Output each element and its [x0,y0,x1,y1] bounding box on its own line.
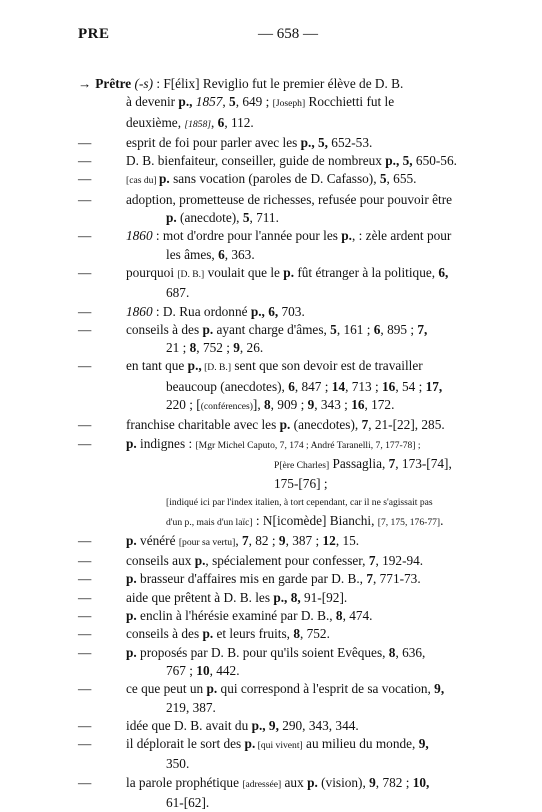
list-item: — esprit de foi pour parler avec les p., 5, 652-53. [78,134,373,150]
list-item: — aide que prêtent à D. B. les p., 8, 91-[92]. [78,589,348,605]
running-head: PRE [78,26,110,42]
list-item: — p. vénéré [pour sa vertu], 7, 82 ; 9, 387 ; 12, 15. [78,532,360,548]
list-item: — ce que peut un p. qui correspond à l'esprit de sa vocation, 9, 219, 387. [78,681,445,715]
list-item: — la parole prophétique [adressée] aux p. (vision), 9, 782 ; 10, 61-[62]. [78,774,430,810]
list-item: — D. B. bienfaiteur, conseiller, guide de nombreux p., 5, 650-56. [78,153,457,169]
list-item: — 1860 : D. Rua ordonné p., 6, 703. [78,303,305,319]
list-item: — p. brasseur d'affaires mis en garde par D. B., 7, 771-73. [78,571,421,587]
list-item: — en tant que p., [D. B.] sent que son devoir est de travailler beaucoup (anecdotes), 6, 847 ; 14, 713 ; 16, 54 ; 17, 220 ; [(conférences)], 8, 909 ; 9, 343 ; 16, 172. [78,358,443,413]
list-item: — [cas du] p. sans vocation (paroles de D. Cafasso), 5, 655. [78,171,417,187]
index-entries [78,75,468,812]
list-item: — 1860 : mot d'ordre pour l'année pour les p., : zèle ardent pour les âmes, 6, 363. [78,228,452,262]
list-item: — idée que D. B. avait du p., 9, 290, 343, 344. [78,717,359,733]
list-item: — conseils à des p. et leurs fruits, 8, 752. [78,626,330,642]
list-item: — p. enclin à l'hérésie examiné par D. B., 8, 474. [78,608,373,624]
arrow-icon: → [78,76,92,91]
list-item: — p. proposés par D. B. pour qu'ils soient Evêques, 8, 636, 767 ; 10, 442. [78,644,426,678]
list-item: — conseils aux p., spécialement pour confesser, 7, 192-94. [78,553,424,569]
list-item: — franchise charitable avec les p. (anecdotes), 7, 21-[22], 285. [78,417,445,433]
list-item: — pourquoi [D. B.] voulait que le p. fût étranger à la politique, 6, 687. [78,264,449,301]
page-number: — 658 — [258,26,318,42]
list-item: — adoption, prometteuse de richesses, refusée pour pouvoir être p. (anecdote), 5, 711. [78,191,453,226]
page-header [78,26,468,46]
list-item: — conseils à des p. ayant charge d'âmes, 5, 161 ; 6, 895 ; 7, 21 ; 8, 752 ; 9, 26. [78,321,428,356]
list-item: — il déplorait le sort des p. [qui vivent] au milieu du monde, 9, 350. [78,736,429,772]
list-item: — p. indignes : [Mgr Michel Caputo, 7, 174 ; André Taranelli, 7, 177-78] ; P[ère Charles] Passaglia, 7, 173-[74], 175-[76] ; [indiqué ici par l'index italien, à tort cependant, car il ne s'agissait pas d'un p., mais d'un laïc] : N[icomède] Bianchi, [7, 175, 176-77]. [78,435,452,528]
entry-headword: Prêtre [95,76,132,91]
main-entry: → Prêtre (-s) : F[élix] Reviglio fut le premier élève de D. B. à devenir p., 1857, 5, 649 ; [Joseph] Rocchietti fut le deuxième, [1858], 6, 112. [78,76,404,130]
